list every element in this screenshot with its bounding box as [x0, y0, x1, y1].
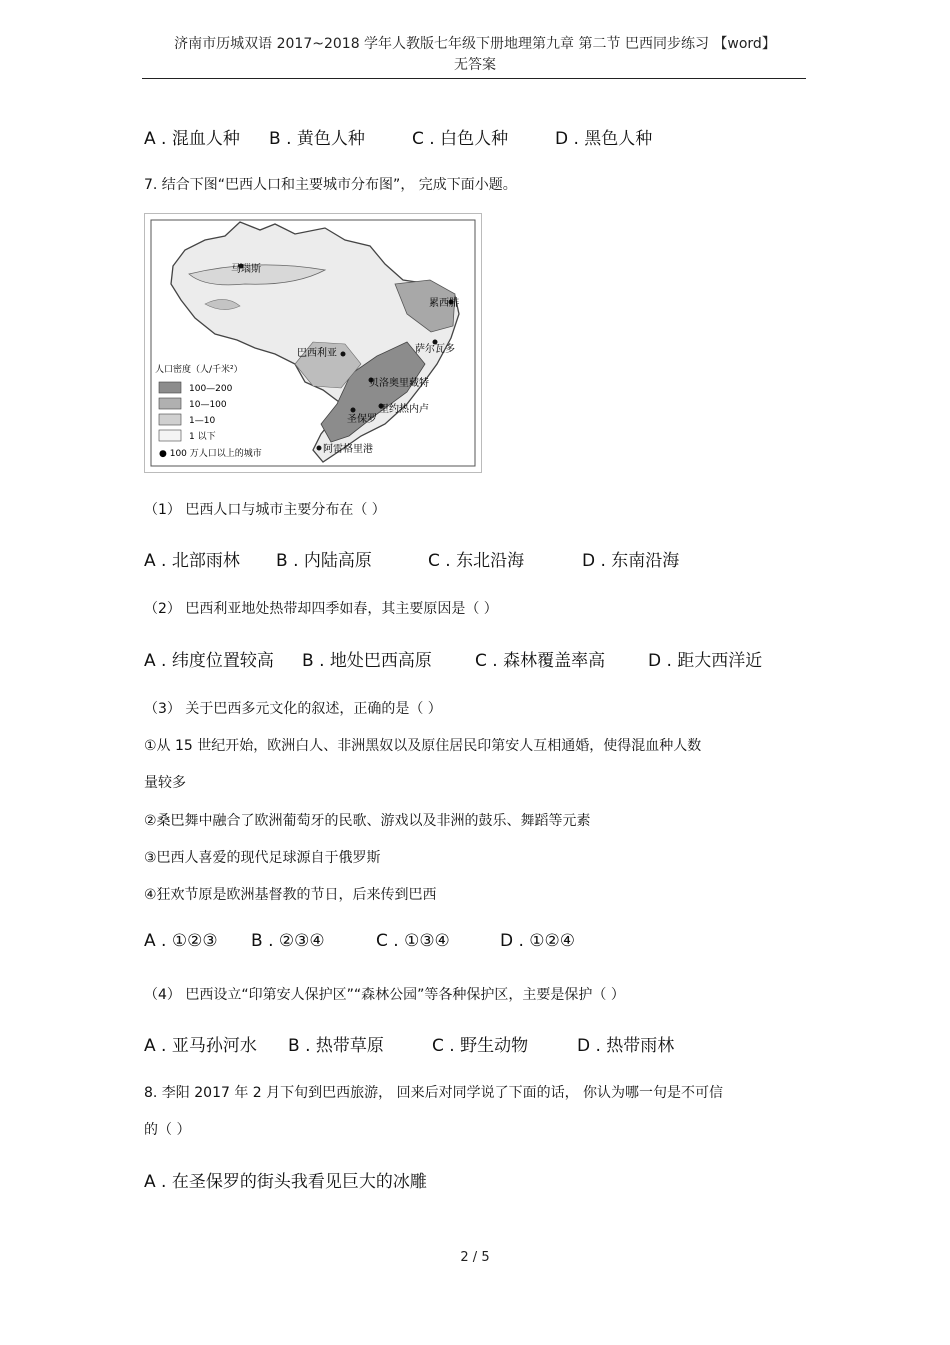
header-title: 济南市历城双语 2017~2018 学年人教版七年级下册地理第九章 第二节 巴西同步练习 【word】 — [174, 36, 776, 52]
sub1-option-d[interactable]: D . 东南沿海 — [582, 551, 680, 571]
sub1-option-c[interactable]: C . 东北沿海 — [428, 551, 525, 571]
q6-option-a[interactable]: A . 混血人种 — [144, 129, 240, 149]
header-subtitle: 无答案 — [454, 57, 496, 73]
q7-sub1-options — [144, 546, 679, 571]
sub2-option-b[interactable]: B . 地处巴西高原 — [302, 651, 432, 671]
sub1-option-a[interactable]: A . 北部雨林 — [144, 551, 240, 571]
city-dot — [317, 446, 322, 451]
sub4-option-c[interactable]: C . 野生动物 — [432, 1036, 529, 1056]
legend-label-1: 100—200 — [189, 384, 233, 394]
sub3-option-c[interactable]: C . ①③④ — [376, 931, 450, 951]
legend-city: ● 100 万人口以上的城市 — [159, 449, 262, 459]
sub1-option-b[interactable]: B . 内陆高原 — [276, 551, 372, 571]
sub4-option-b[interactable]: B . 热带草原 — [288, 1036, 384, 1056]
page-header — [140, 34, 810, 76]
label-belo-horizonte: 贝洛奥里藏特 — [369, 378, 429, 389]
city-dot — [351, 408, 356, 413]
sub4-option-a[interactable]: A . 亚马孙河水 — [144, 1036, 257, 1056]
label-recife: 累西腓 — [429, 298, 459, 309]
q7-sub4: （4） 巴西设立“印第安人保护区”“森林公园”等各种保护区，主要是保护（ ） — [144, 987, 625, 1003]
q7-sub3: （3） 关于巴西多元文化的叙述，正确的是（ ） — [144, 701, 442, 717]
sub3-option-b[interactable]: B . ②③④ — [251, 931, 325, 951]
legend-swatch-4 — [159, 430, 181, 441]
sub3-statement-4: ④狂欢节原是欧洲基督教的节日，后来传到巴西 — [144, 887, 437, 903]
q7-sub1: （1） 巴西人口与城市主要分布在（ ） — [144, 502, 386, 518]
brazil-population-map — [144, 213, 482, 473]
sub2-option-a[interactable]: A . 纬度位置较高 — [144, 651, 274, 671]
legend-label-4: 1 以下 — [189, 432, 216, 442]
city-dot — [341, 352, 346, 357]
q7-stem: 7. 结合下图“巴西人口和主要城市分布图”， 完成下面小题。 — [144, 177, 517, 193]
q7-sub3-options — [144, 931, 575, 951]
sub3-statement-2: ②桑巴舞中融合了欧洲葡萄牙的民歌、游戏以及非洲的鼓乐、舞蹈等元素 — [144, 813, 591, 829]
header-divider — [142, 78, 806, 79]
page-number: 2 / 5 — [460, 1250, 490, 1265]
legend-label-2: 10—100 — [189, 400, 227, 410]
label-manaus: 马瑙斯 — [231, 264, 261, 275]
sub3-option-d[interactable]: D . ①②④ — [500, 931, 576, 951]
label-salvador: 萨尔瓦多 — [415, 344, 455, 355]
q6-option-d[interactable]: D . 黑色人种 — [555, 129, 653, 149]
q6-option-b[interactable]: B . 黄色人种 — [269, 129, 365, 149]
sub2-option-c[interactable]: C . 森林覆盖率高 — [475, 651, 606, 671]
sub3-option-a[interactable]: A . ①②③ — [144, 931, 218, 951]
q8-stem-line2: 的（ ） — [144, 1122, 191, 1138]
q8-stem-line1: 8. 李阳 2017 年 2 月下旬到巴西旅游， 回来后对同学说了下面的话， 你认为哪一句是不可信 — [144, 1085, 724, 1101]
sub4-option-d[interactable]: D . 热带雨林 — [577, 1036, 675, 1056]
legend-label-3: 1—10 — [189, 416, 216, 426]
sub2-option-d[interactable]: D . 距大西洋近 — [648, 651, 763, 671]
label-sao-paulo: 圣保罗 — [347, 414, 377, 425]
q7-sub2: （2） 巴西利亚地处热带却四季如春，其主要原因是（ ） — [144, 601, 498, 617]
label-brasilia: 巴西利亚 — [297, 348, 337, 359]
legend-title: 人口密度（人/千米²） — [155, 365, 243, 375]
q7-sub4-options — [144, 1031, 674, 1056]
legend-swatch-1 — [159, 382, 181, 393]
sub3-statement-1b: 量较多 — [144, 775, 186, 791]
legend-swatch-2 — [159, 398, 181, 409]
label-porto-alegre: 阿雷格里港 — [323, 444, 373, 455]
sub3-statement-1a: ①从 15 世纪开始，欧洲白人、非洲黑奴以及原住居民印第安人互相通婚，使得混血种人数 — [144, 738, 702, 754]
q8-option-a[interactable]: A . 在圣保罗的街头我看见巨大的冰雕 — [144, 1172, 427, 1192]
map-svg — [145, 214, 481, 472]
label-rio: 里约热内卢 — [379, 404, 429, 415]
sub3-statement-3: ③巴西人喜爱的现代足球源自于俄罗斯 — [144, 850, 381, 866]
q6-option-c[interactable]: C . 白色人种 — [412, 129, 509, 149]
legend-swatch-3 — [159, 414, 181, 425]
q7-sub2-options — [144, 646, 762, 671]
q6-options — [144, 124, 652, 149]
